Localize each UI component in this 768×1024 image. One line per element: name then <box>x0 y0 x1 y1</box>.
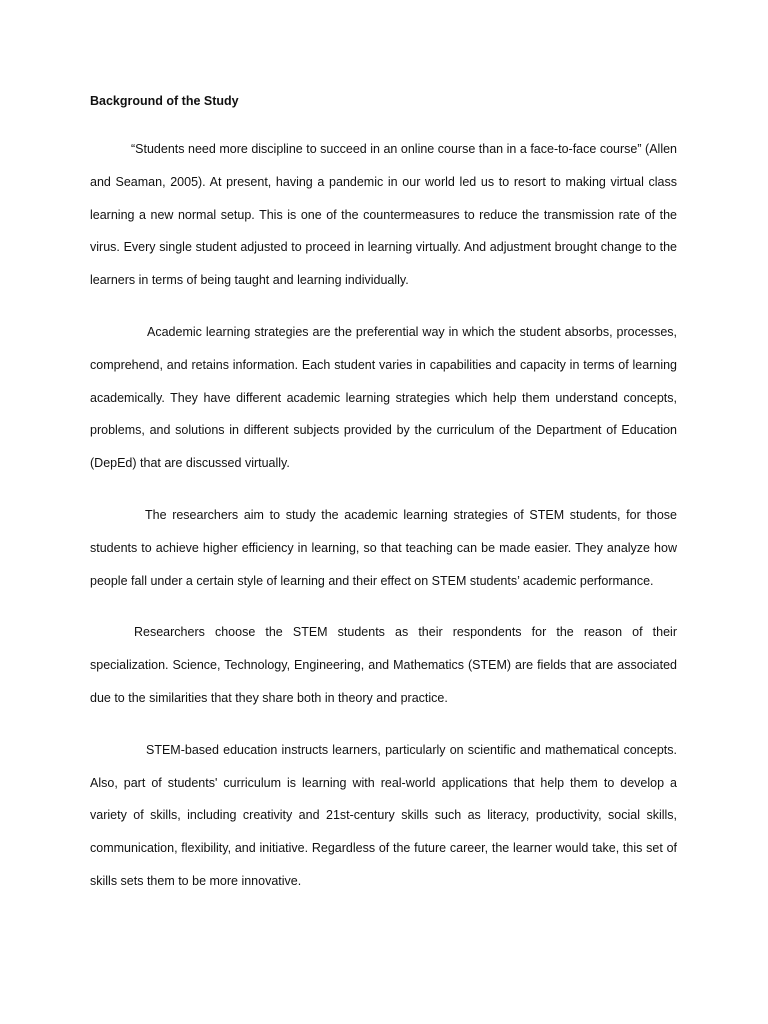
section-heading: Background of the Study <box>90 94 239 108</box>
paragraph-research-aim: The researchers aim to study the academic learning strategies of STEM students, for those students to achieve higher efficiency in learning, so that teaching can be made easier. They analyze how people fall under a certain style of learning and their effect on STEM students’ academic performance. <box>90 507 677 588</box>
document-body <box>90 88 677 898</box>
paragraph-intro: “Students need more discipline to succeed in an online course than in a face-to-face course” (Allen and Seaman, 2005). At present, having a pandemic in our world led us to resort to making virtual class learning a new normal setup. This is one of the countermeasures to reduce the transmission rate of the virus. Every single student adjusted to proceed in learning virtually. And adjustment brought change to the learners in terms of being taught and learning individually. <box>90 142 677 288</box>
paragraph-learning-strategies: Academic learning strategies are the preferential way in which the student absorbs, processes, comprehend, and retains information. Each student varies in capabilities and capacity in terms of learning academically. They have different academic learning strategies which help them understand concepts, problems, and solutions in different subjects provided by the curriculum of the Department of Education (DepEd) that are discussed virtually. <box>90 324 677 471</box>
paragraph-stem-education: STEM-based education instructs learners, particularly on scientific and mathematical concepts. Also, part of students' curriculum is learning with real-world applications that help them to develop a variety of skills, including creativity and 21st-century skills such as literacy, productivity, social skills, communication, flexibility, and initiative. Regardless of the future career, the learner would take, this set of skills sets them to be more innovative. <box>90 742 677 888</box>
paragraph-respondents: Researchers choose the STEM students as their respondents for the reason of their specialization. Science, Technology, Engineering, and Mathematics (STEM) are fields that are associated due to the similarities that they share both in theory and practice. <box>90 625 677 705</box>
